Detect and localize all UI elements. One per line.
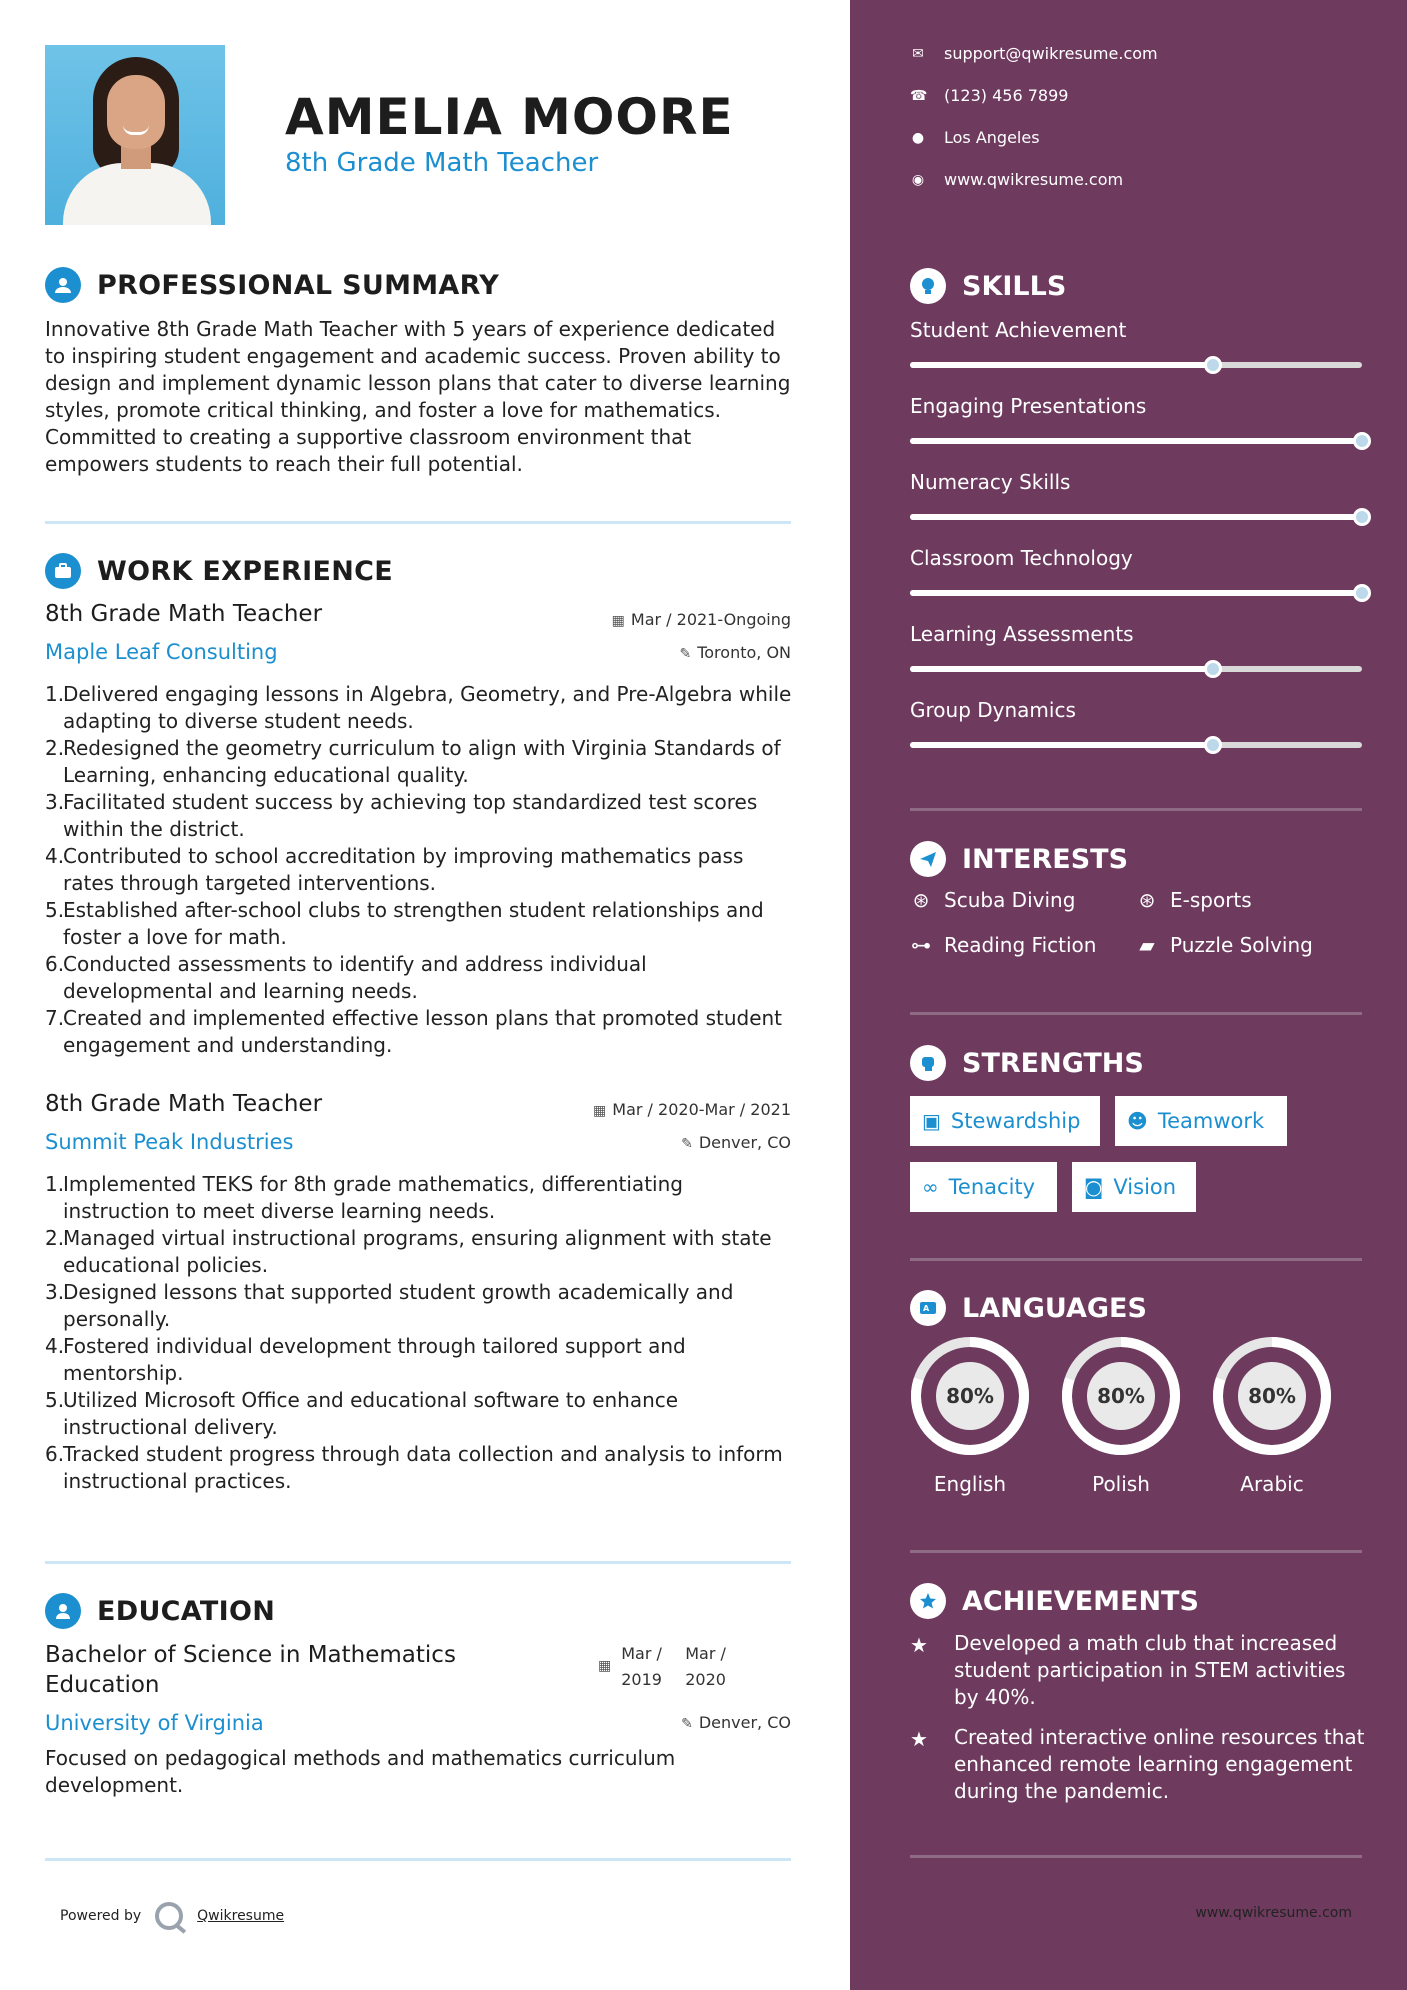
skill-label: Engaging Presentations	[910, 394, 1147, 418]
skill-label: Learning Assessments	[910, 622, 1134, 646]
list-item: Utilized Microsoft Office and educational software to enhance instructional delivery.	[63, 1388, 679, 1439]
divider	[45, 521, 791, 524]
link-icon: ∞	[922, 1175, 939, 1199]
strength-chip: ▣ Stewardship	[910, 1096, 1100, 1146]
job-bullets	[45, 1171, 795, 1495]
candidate-role: 8th Grade Math Teacher	[285, 148, 599, 178]
job-company: Summit Peak Industries	[45, 1130, 294, 1154]
svg-text:A: A	[923, 1304, 930, 1313]
language-ring: 80%	[1061, 1336, 1181, 1456]
skill-label: Numeracy Skills	[910, 470, 1071, 494]
list-item: Established after-school clubs to strengthen student relationships and foster a love for math.	[63, 898, 764, 949]
list-item: Tracked student progress through data collection and analysis to inform instructional practices.	[63, 1442, 783, 1493]
strength-chip: ∞ Tenacity	[910, 1162, 1057, 1212]
divider	[910, 1855, 1362, 1858]
skill-bar	[910, 590, 1362, 596]
skill-bar	[910, 666, 1362, 672]
achievements-heading: ACHIEVEMENTS	[910, 1583, 1199, 1619]
skill-bar	[910, 438, 1362, 444]
gamepad-icon: ⊶	[911, 933, 931, 957]
list-item: Implemented TEKS for 8th grade mathematics, differentiating instruction to meet diverse learning needs.	[63, 1172, 683, 1223]
pin-icon: ✎	[681, 1136, 693, 1152]
languages-heading: A LANGUAGES	[910, 1290, 1147, 1326]
divider	[45, 1858, 791, 1861]
skill-label: Group Dynamics	[910, 698, 1076, 722]
list-item: Redesigned the geometry curriculum to align with Virginia Standards of Learning, enhancing educational quality.	[63, 736, 781, 787]
map-pin-icon: ●	[911, 129, 925, 146]
pin-icon: ✎	[681, 1716, 693, 1732]
skill-bar	[910, 362, 1362, 368]
envelope-icon: ✉	[912, 45, 924, 62]
list-item: Managed virtual instructional programs, ensuring alignment with state educational policies.	[63, 1226, 772, 1277]
work-heading: WORK EXPERIENCE	[45, 553, 393, 589]
book-icon: ▰	[1139, 933, 1155, 957]
powered-by: Powered by Qwikresume	[60, 1902, 284, 1930]
globe-icon: ◉	[911, 171, 925, 188]
education-dates: ▦ Mar / 2019 Mar / 2020	[598, 1641, 733, 1693]
divider	[45, 1561, 791, 1564]
calendar-icon: ▦	[593, 1103, 607, 1119]
star-icon: ★	[910, 1633, 928, 1657]
interest-item: ▰ Puzzle Solving	[1136, 933, 1313, 957]
education-description: Focused on pedagogical methods and mathematics curriculum development.	[45, 1746, 676, 1797]
contact-location: ● Los Angeles	[911, 128, 1040, 147]
interest-item: ⊶ Reading Fiction	[911, 933, 1097, 957]
interest-item: ⊛ Scuba Diving	[910, 888, 1075, 912]
binoculars-icon: ◙	[1084, 1175, 1104, 1199]
job-date: ▦ Mar / 2021-Ongoing	[611, 610, 791, 629]
calendar-icon: ▦	[598, 1658, 612, 1674]
language-name: English	[933, 1472, 1007, 1496]
job-location: ✎ Toronto, ON	[679, 643, 791, 662]
job-company: Maple Leaf Consulting	[45, 640, 278, 664]
divider	[910, 1550, 1362, 1553]
job-location: ✎ Denver, CO	[681, 1133, 791, 1152]
divider	[910, 1258, 1362, 1261]
lifebuoy-icon: ⊛	[912, 888, 930, 912]
graduate-icon	[45, 1593, 81, 1629]
school-name: University of Virginia	[45, 1711, 264, 1735]
translate-icon	[910, 1290, 946, 1326]
qwikresume-logo-icon	[155, 1902, 183, 1930]
lightbulb-icon	[910, 268, 946, 304]
lifebuoy-icon: ⊛	[1138, 888, 1156, 912]
language-ring: 80%	[1212, 1336, 1332, 1456]
pin-icon: ✎	[679, 646, 692, 662]
job-bullets	[45, 681, 795, 1059]
list-item: Fostered individual development through tailored support and mentorship.	[63, 1334, 686, 1385]
language-item	[1061, 1336, 1181, 1496]
education-heading: EDUCATION	[45, 1593, 275, 1629]
qwikresume-link[interactable]: Qwikresume	[197, 1908, 285, 1924]
strength-chip: ☻ Teamwork	[1115, 1096, 1287, 1146]
achievement-item: ★ Developed a math club that increased student participation in STEM activities by 40%.	[910, 1631, 1346, 1709]
paper-plane-icon	[910, 841, 946, 877]
language-item	[910, 1336, 1030, 1496]
candidate-name: AMELIA MOORE	[285, 88, 734, 146]
star-icon: ★	[910, 1727, 928, 1751]
job-title: 8th Grade Math Teacher	[45, 601, 323, 627]
job-title: 8th Grade Math Teacher	[45, 1091, 323, 1117]
list-item: Conducted assessments to identify and address individual developmental and learning needs.	[63, 952, 647, 1003]
calendar-icon: ▦	[611, 613, 625, 629]
contact-website[interactable]: ◉ www.qwikresume.com	[911, 170, 1124, 189]
skill-bar	[910, 514, 1362, 520]
interest-item: ⊛ E-sports	[1136, 888, 1252, 912]
list-item: Contributed to school accreditation by improving mathematics pass rates through targeted interventions.	[63, 844, 744, 895]
job-date: ▦ Mar / 2020-Mar / 2021	[593, 1100, 791, 1119]
star-icon	[910, 1583, 946, 1619]
sidebar	[850, 0, 1407, 1990]
language-item	[1212, 1336, 1332, 1496]
degree-title: Bachelor of Science in Mathematics Education	[45, 1642, 456, 1698]
briefcase-icon	[45, 553, 81, 589]
education-location: ✎ Denver, CO	[681, 1713, 791, 1732]
contact-email[interactable]: ✉ support@qwikresume.com	[910, 44, 1158, 63]
language-name: Arabic	[1240, 1472, 1304, 1496]
summary-heading: PROFESSIONAL SUMMARY	[45, 267, 499, 303]
briefcase-icon: ▣	[922, 1109, 941, 1133]
skills-heading: SKILLS	[910, 268, 1066, 304]
language-ring: 80%	[910, 1336, 1030, 1456]
phone-icon: ☎	[910, 87, 928, 104]
users-icon: ☻	[1127, 1109, 1148, 1133]
divider	[910, 808, 1362, 811]
divider	[910, 1012, 1362, 1015]
user-icon	[45, 267, 81, 303]
list-item: Created and implemented effective lesson plans that promoted student engagement and understanding.	[63, 1006, 783, 1057]
footer-url[interactable]: www.qwikresume.com	[1195, 1905, 1352, 1921]
skill-label: Student Achievement	[910, 318, 1127, 342]
list-item: Facilitated student success by achieving top standardized test scores within the district.	[63, 790, 758, 841]
list-item: Delivered engaging lessons in Algebra, Geometry, and Pre-Algebra while adapting to diverse student needs.	[63, 682, 792, 733]
interests-heading: INTERESTS	[910, 841, 1128, 877]
contact-phone: ☎ (123) 456 7899	[910, 86, 1069, 105]
achievement-item: ★ Created interactive online resources that enhanced remote learning engagement during the pandemic.	[910, 1725, 1365, 1803]
summary-text: Innovative 8th Grade Math Teacher with 5 years of experience dedicated to inspiring student engagement and academic success. Proven ability to design and implement dynamic lesson plans that cater to diverse learning styles, promote critical thinking, and foster a love for mathematics. Committed to creating a supportive classroom environment that empowers students to reach their full potential.	[45, 317, 791, 476]
list-item: Designed lessons that supported student growth academically and personally.	[63, 1280, 734, 1331]
language-name: Polish	[1092, 1472, 1150, 1496]
profile-photo	[45, 45, 225, 225]
skill-label: Classroom Technology	[910, 546, 1133, 570]
skill-bar	[910, 742, 1362, 748]
fist-icon	[910, 1045, 946, 1081]
strength-chip: ◙ Vision	[1072, 1162, 1196, 1212]
strengths-heading: STRENGTHS	[910, 1045, 1144, 1081]
